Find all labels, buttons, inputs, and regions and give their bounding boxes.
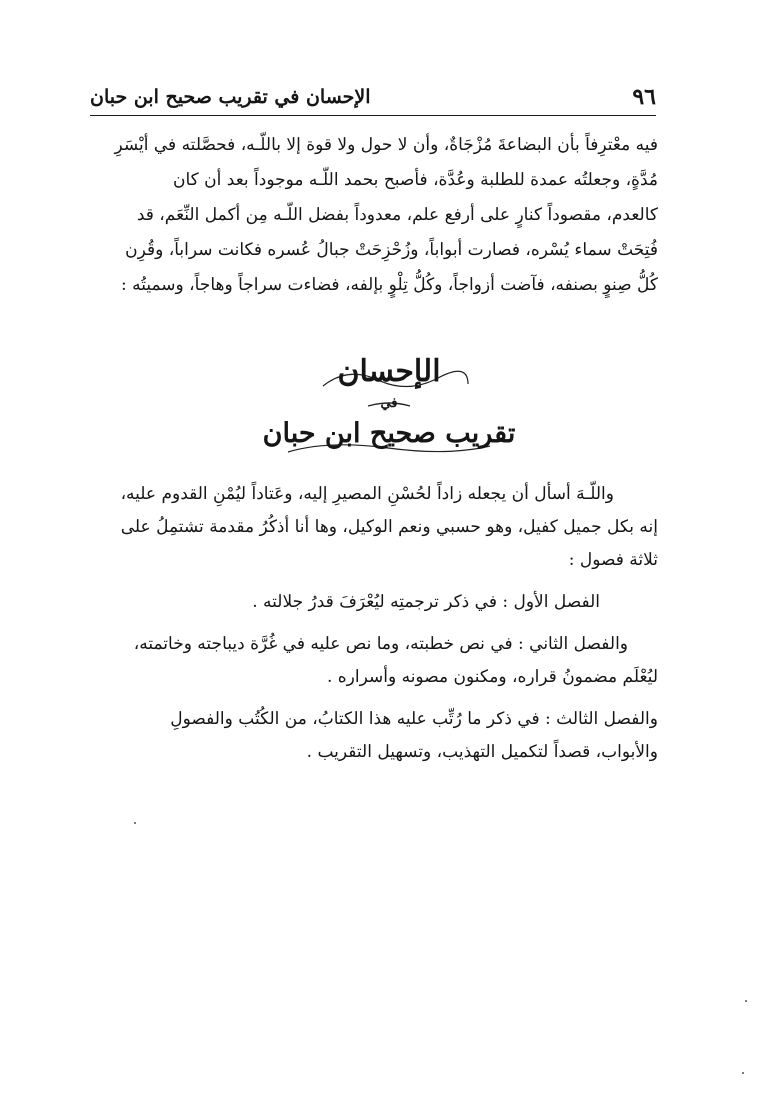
text-line: إنه بكل جميل كفيل، وهو حسبي ونعم الوكيل، وها أنا أذكُرُ مقدمة تشتمِلُ على — [120, 517, 658, 537]
emblem-title-main: الإحسان — [337, 354, 441, 389]
text-line: مُدَّةٍ، وجعلتُه عمدة للطلبة وعُدَّة، فأصبح بحمد اللّـه موجوداً بعد أن كان — [173, 170, 658, 190]
calligraphic-title — [228, 348, 550, 464]
paragraph-chapter-3 — [86, 703, 658, 769]
text-line: والفصل الثاني : في نص خطبته، وما نص عليه في غُرَّة ديباجته وخاتمته، — [133, 634, 628, 654]
scan-speck — [742, 1072, 744, 1074]
text-line: كالعدم، مقصوداً كنارٍ على أرفع علم، معدوداً بفضل اللّـه مِن أكمل النِّعَم، قد — [136, 205, 658, 225]
running-title: الإحسان في تقريب صحيح ابن حبان — [90, 86, 371, 108]
header-rule — [90, 115, 656, 116]
intro-paragraph — [86, 128, 658, 303]
scan-speck — [134, 822, 136, 824]
scan-speck — [745, 1000, 747, 1002]
text-line: ليُعْلَم مضمونُ قراره، ومكنون مصونه وأسراره . — [326, 667, 658, 687]
text-line: فيه معْترِفاً بأن البضاعةَ مُزْجَاةٌ، وأن لا حول ولا قوة إلا باللّـه، فحصَّلته في أيْسَرِ — [114, 135, 658, 155]
text-line: الفصل الأول : في ذكر ترجمتِه ليُعْرَفَ قدرُ جلالته . — [252, 592, 600, 612]
text-line: والفصل الثالث : في ذكر ما رُتِّب عليه هذا الكتابُ، من الكُتُب والفصولِ — [170, 709, 658, 729]
paragraph-chapter-1 — [86, 586, 658, 619]
text-line: فُتِحَتْ سماء يُسْره، فصارت أبواباً، وزُحْزِحَتْ جبالُ عُسره فكانت سراباً، وقُرِن — [125, 240, 658, 260]
text-line: واللّـهَ أسأل أن يجعله زاداً لحُسْنِ المصيرِ إليه، وعَتاداً ليُمْنِ القدوم عليه، — [120, 484, 614, 504]
paragraph-chapter-2 — [86, 628, 658, 694]
emblem-title-bottom: تقريب صحيح ابن حبان — [262, 418, 516, 449]
text-line: كُلُّ صِنوٍ بصنفه، فآضت أزواجاً، وكُلُّ تِلْوٍ بإلفه، فضاءت سراجاً وهاجاً، وسميتُه : — [120, 275, 658, 295]
text-line: والأبواب، قصداً لتكميل التهذيب، وتسهيل التقريب . — [306, 742, 658, 762]
emblem-title-connector: في — [380, 396, 398, 411]
text-line: ثلاثة فصول : — [568, 550, 658, 570]
running-header — [90, 82, 656, 116]
main-text — [86, 478, 658, 769]
paragraph-opening — [86, 478, 658, 577]
page-number: ٩٦ — [632, 84, 656, 110]
